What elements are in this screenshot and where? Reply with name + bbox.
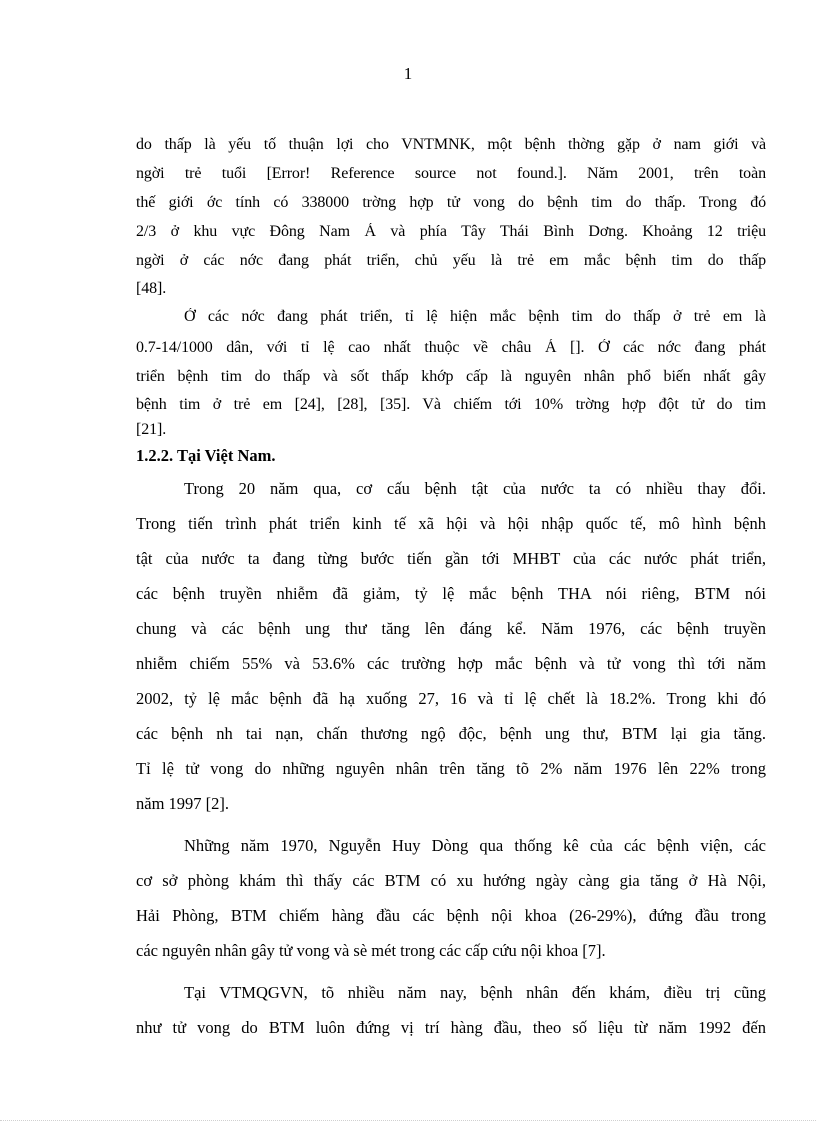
body-line: như tử vong do BTM luôn đứng vị trí hàng đầu, theo số liệu từ năm 1992 đến [136, 1018, 766, 1037]
body-line: Tỉ lệ tử vong do những nguyên nhân trên tăng tõ 2% năm 1976 lên 22% trong [136, 759, 766, 778]
body-line: ngời trẻ tuổi [Error! Reference source not found.]. Năm 2001, trên toàn [136, 165, 766, 182]
body-line: triển bệnh tim do thấp và sốt thấp khớp cấp là nguyên nhân phổ biến nhất gây [136, 368, 766, 385]
section-heading: 1.2.2. Tại Việt Nam. [136, 446, 276, 465]
body-line: chung và các bệnh ung thư tăng lên đáng kể. Năm 1976, các bệnh truyền [136, 619, 766, 638]
page-bottom-rule [0, 1120, 816, 1121]
body-line: Tại VTMQGVN, tõ nhiều năm nay, bệnh nhân đến khám, điều trị cũng [184, 983, 766, 1002]
body-line: cơ sở phòng khám thì thấy các BTM có xu hướng ngày càng gia tăng ở Hà Nội, [136, 871, 766, 890]
page-number: 1 [403, 64, 413, 83]
body-line: 2002, tỷ lệ mắc bệnh đã hạ xuống 27, 16 và tỉ lệ chết là 18.2%. Trong khi đó [136, 689, 766, 708]
body-line: do thấp là yếu tố thuận lợi cho VNTMNK, một bệnh thờng gặp ở nam giới và [136, 136, 766, 153]
body-line: [48]. [136, 280, 167, 297]
body-line: Trong tiến trình phát triển kinh tế xã hội và hội nhập quốc tế, mô hình bệnh [136, 514, 766, 533]
body-line: Ở các nớc đang phát triển, tỉ lệ hiện mắc bệnh tim do thấp ở trẻ em là [184, 308, 766, 325]
body-line: các nguyên nhân gây tử vong và sè mét trong các cấp cứu nội khoa [7]. [136, 941, 606, 960]
body-line: tật của nước ta đang từng bước tiến gần tới MHBT của các nước phát triển, [136, 549, 766, 568]
body-line: năm 1997 [2]. [136, 794, 230, 813]
body-line: Trong 20 năm qua, cơ cấu bệnh tật của nước ta có nhiều thay đổi. [184, 479, 766, 498]
body-line: các bệnh nh tai nạn, chấn thương ngộ độc, bệnh ung thư, BTM lại gia tăng. [136, 724, 766, 743]
body-line: các bệnh truyền nhiễm đã giảm, tỷ lệ mắc bệnh THA nói riêng, BTM nói [136, 584, 766, 603]
body-line: Những năm 1970, Nguyễn Huy Dòng qua thống kê của các bệnh viện, các [184, 836, 766, 855]
body-line: bệnh tim ở trẻ em [24], [28], [35]. Và chiếm tới 10% trờng hợp đột tử do tim [136, 396, 766, 413]
body-line: nhiễm chiếm 55% và 53.6% các trường hợp mắc bệnh và tử vong thì tới năm [136, 654, 766, 673]
body-line: ngời ở các nớc đang phát triển, chủ yếu là trẻ em mắc bệnh tim do thấp [136, 252, 766, 269]
body-line: [21]. [136, 421, 167, 438]
body-line: Hải Phòng, BTM chiếm hàng đầu các bệnh nội khoa (26-29%), đứng đầu trong [136, 906, 766, 925]
body-line: thế giới ớc tính có 338000 trờng hợp tử vong do bệnh tim do thấp. Trong đó [136, 194, 766, 211]
body-line: 2/3 ở khu vực Đông Nam Á và phía Tây Thái Bình Dơng. Khoảng 12 triệu [136, 223, 766, 240]
body-line: 0.7-14/1000 dân, với tỉ lệ cao nhất thuộc về châu Á []. Ở các nớc đang phát [136, 339, 766, 356]
